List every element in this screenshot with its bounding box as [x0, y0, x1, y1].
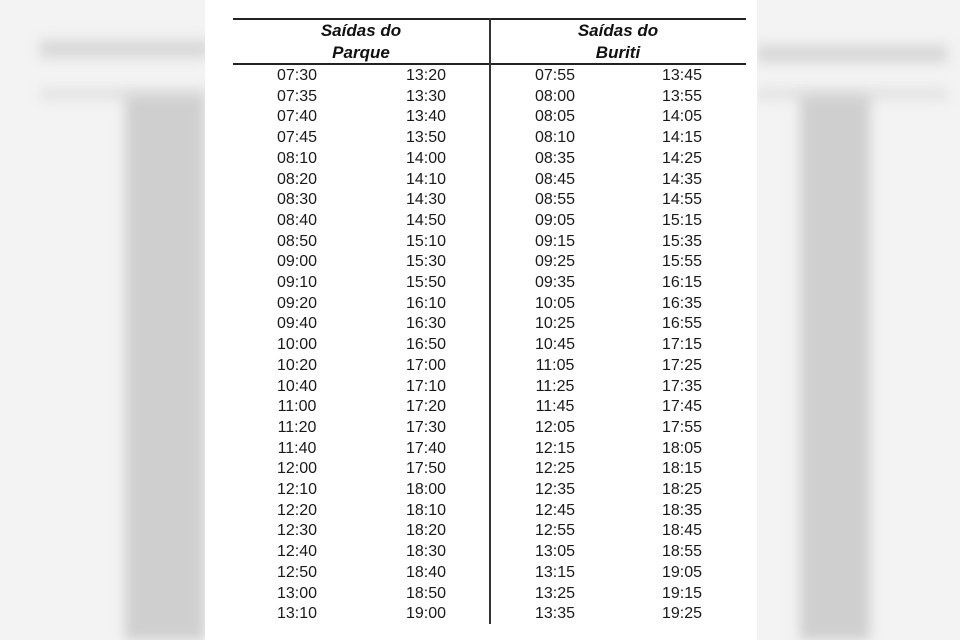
time-cell-parque-morning: 07:30: [276, 67, 318, 84]
time-cell-parque-afternoon: 18:40: [405, 563, 447, 581]
header-parque-line1: Saídas do: [320, 21, 402, 40]
time-cell-parque-morning: 12:10: [276, 481, 318, 498]
time-cell-buriti-morning: 12:35: [534, 481, 576, 498]
time-cell-buriti-morning: 10:05: [534, 294, 576, 312]
time-cell-buriti-afternoon: 14:25: [661, 149, 703, 167]
time-cell-buriti-afternoon: 17:45: [661, 398, 703, 416]
time-cell-parque-afternoon: 15:30: [405, 253, 447, 271]
time-cell-parque-morning: 10:00: [276, 336, 318, 354]
table-row: [0, 231, 960, 252]
time-cell-buriti-afternoon: 18:35: [661, 501, 703, 519]
table-row: [0, 251, 960, 272]
time-cell-parque-afternoon: 16:10: [405, 294, 447, 312]
table-row: [0, 148, 960, 169]
blurred-background-right-header: [757, 45, 947, 63]
time-cell-buriti-afternoon: 18:45: [661, 522, 703, 540]
table-row: [0, 603, 960, 624]
time-cell-buriti-morning: 08:55: [534, 191, 576, 209]
time-cell-buriti-afternoon: 13:45: [661, 67, 703, 84]
time-cell-buriti-afternoon: 16:15: [661, 274, 703, 291]
table-row: [0, 334, 960, 355]
time-cell-parque-morning: 13:10: [276, 605, 318, 623]
time-cell-parque-morning: 07:45: [276, 129, 318, 147]
table-row: [0, 583, 960, 604]
table-row: [0, 438, 960, 459]
time-cell-parque-morning: 07:40: [276, 108, 318, 126]
time-cell-parque-afternoon: 13:20: [405, 67, 447, 84]
table-row: [0, 396, 960, 417]
time-cell-buriti-morning: 08:35: [534, 149, 576, 167]
time-cell-buriti-morning: 12:45: [534, 501, 576, 519]
time-cell-parque-afternoon: 18:00: [405, 481, 447, 498]
time-cell-parque-morning: 07:35: [276, 87, 318, 105]
time-cell-buriti-morning: 08:45: [534, 170, 576, 188]
time-cell-parque-morning: 08:10: [276, 149, 318, 167]
time-cell-buriti-afternoon: 14:05: [661, 108, 703, 126]
time-cell-buriti-afternoon: 19:05: [661, 563, 703, 581]
time-cell-buriti-morning: 12:25: [534, 460, 576, 478]
time-cell-parque-afternoon: 14:00: [405, 149, 447, 167]
time-cell-buriti-afternoon: 15:15: [661, 211, 703, 229]
time-cell-buriti-afternoon: 19:15: [661, 584, 703, 602]
table-row: [0, 169, 960, 190]
time-cell-buriti-morning: 11:05: [535, 356, 575, 374]
table-row: [0, 520, 960, 541]
time-cell-buriti-morning: 12:15: [534, 439, 576, 457]
time-cell-buriti-morning: 12:55: [534, 522, 576, 540]
time-cell-buriti-morning: 11:45: [535, 398, 575, 416]
time-cell-parque-afternoon: 19:00: [405, 605, 447, 623]
time-cell-parque-morning: 12:30: [276, 522, 318, 540]
time-cell-parque-morning: 10:20: [276, 356, 318, 374]
table-row: [0, 313, 960, 334]
time-cell-buriti-afternoon: 18:15: [661, 460, 703, 478]
time-cell-parque-morning: 08:30: [276, 191, 318, 209]
time-cell-parque-morning: 08:20: [276, 170, 318, 188]
time-cell-buriti-morning: 07:55: [534, 67, 576, 84]
time-cell-buriti-afternoon: 14:35: [661, 170, 703, 188]
time-cell-buriti-morning: 08:00: [534, 87, 576, 105]
time-cell-parque-afternoon: 13:30: [405, 87, 447, 105]
table-row: [0, 479, 960, 500]
table-row: [0, 293, 960, 314]
time-cell-parque-afternoon: 13:40: [405, 108, 447, 126]
time-cell-parque-afternoon: 15:50: [405, 274, 447, 291]
table-row: [0, 86, 960, 107]
time-cell-parque-afternoon: 18:20: [405, 522, 447, 540]
time-cell-parque-morning: 09:00: [276, 253, 318, 271]
time-cell-buriti-morning: 10:45: [534, 336, 576, 354]
time-cell-parque-morning: 10:40: [276, 377, 318, 395]
time-cell-buriti-morning: 13:15: [534, 563, 576, 581]
time-cell-buriti-afternoon: 15:55: [661, 253, 703, 271]
blurred-background-left-header: [40, 40, 210, 58]
table-row: [0, 127, 960, 148]
time-cell-parque-morning: 12:40: [276, 543, 318, 561]
time-cell-buriti-morning: 09:35: [534, 274, 576, 291]
time-cell-parque-morning: 13:00: [276, 584, 318, 602]
time-cell-parque-morning: 11:40: [277, 439, 317, 457]
time-cell-parque-afternoon: 16:30: [405, 315, 447, 333]
time-cell-parque-morning: 09:20: [276, 294, 318, 312]
time-cell-parque-morning: 11:00: [277, 398, 317, 416]
time-cell-parque-morning: 11:20: [277, 418, 317, 436]
time-cell-buriti-afternoon: 16:55: [661, 315, 703, 333]
time-cell-buriti-morning: 10:25: [534, 315, 576, 333]
time-cell-parque-afternoon: 17:00: [405, 356, 447, 374]
time-cell-parque-morning: 12:50: [276, 563, 318, 581]
time-cell-buriti-morning: 09:15: [534, 232, 576, 250]
time-cell-parque-afternoon: 18:30: [405, 543, 447, 561]
time-cell-parque-morning: 09:10: [276, 274, 318, 291]
time-cell-buriti-afternoon: 14:55: [661, 191, 703, 209]
time-cell-parque-afternoon: 14:30: [405, 191, 447, 209]
time-cell-buriti-morning: 13:25: [534, 584, 576, 602]
time-cell-buriti-afternoon: 17:25: [661, 356, 703, 374]
time-cell-parque-afternoon: 16:50: [405, 336, 447, 354]
table-row: [0, 272, 960, 293]
header-saidas-buriti: [490, 20, 746, 64]
time-cell-parque-afternoon: 17:50: [405, 460, 447, 478]
table-row: [0, 562, 960, 583]
table-row: [0, 210, 960, 231]
time-cell-buriti-morning: 12:05: [534, 418, 576, 436]
time-cell-buriti-morning: 11:25: [535, 377, 575, 395]
time-cell-parque-afternoon: 17:20: [405, 398, 447, 416]
time-cell-parque-afternoon: 15:10: [405, 232, 447, 250]
time-cell-buriti-afternoon: 17:15: [661, 336, 703, 354]
table-row: [0, 189, 960, 210]
time-cell-buriti-afternoon: 14:15: [661, 129, 703, 147]
time-cell-parque-afternoon: 18:50: [405, 584, 447, 602]
table-row: [0, 458, 960, 479]
time-cell-parque-morning: 08:40: [276, 211, 318, 229]
header-saidas-parque: [233, 20, 489, 64]
time-cell-buriti-afternoon: 18:25: [661, 481, 703, 498]
table-row: [0, 65, 960, 86]
time-cell-parque-afternoon: 17:10: [405, 377, 447, 395]
time-cell-parque-morning: 08:50: [276, 232, 318, 250]
time-cell-buriti-afternoon: 13:55: [661, 87, 703, 105]
table-row: [0, 376, 960, 397]
time-cell-buriti-afternoon: 15:35: [661, 232, 703, 250]
time-cell-buriti-morning: 08:05: [534, 108, 576, 126]
table-row: [0, 417, 960, 438]
time-cell-buriti-afternoon: 18:05: [661, 439, 703, 457]
time-cell-parque-afternoon: 17:30: [405, 418, 447, 436]
time-cell-buriti-afternoon: 19:25: [661, 605, 703, 623]
time-cell-parque-afternoon: 14:10: [405, 170, 447, 188]
table-row: [0, 541, 960, 562]
time-cell-parque-afternoon: 13:50: [405, 129, 447, 147]
header-buriti-line1: Saídas do: [577, 21, 659, 40]
time-cell-buriti-morning: 09:25: [534, 253, 576, 271]
time-cell-parque-afternoon: 17:40: [405, 439, 447, 457]
time-cell-buriti-morning: 08:10: [534, 129, 576, 147]
time-cell-buriti-afternoon: 17:35: [661, 377, 703, 395]
time-cell-parque-morning: 12:20: [276, 501, 318, 519]
time-cell-buriti-afternoon: 17:55: [661, 418, 703, 436]
table-row: [0, 500, 960, 521]
time-cell-buriti-afternoon: 16:35: [661, 294, 703, 312]
table-row: [0, 355, 960, 376]
time-cell-parque-afternoon: 14:50: [405, 211, 447, 229]
header-parque-line2: Parque: [332, 43, 390, 62]
time-cell-buriti-morning: 09:05: [534, 211, 576, 229]
time-cell-buriti-morning: 13:05: [534, 543, 576, 561]
time-cell-buriti-morning: 13:35: [534, 605, 576, 623]
time-cell-buriti-afternoon: 18:55: [661, 543, 703, 561]
time-cell-parque-afternoon: 18:10: [405, 501, 447, 519]
header-buriti-line2: Buriti: [595, 43, 641, 62]
table-row: [0, 106, 960, 127]
time-cell-parque-morning: 09:40: [276, 315, 318, 333]
time-cell-parque-morning: 12:00: [276, 460, 318, 478]
